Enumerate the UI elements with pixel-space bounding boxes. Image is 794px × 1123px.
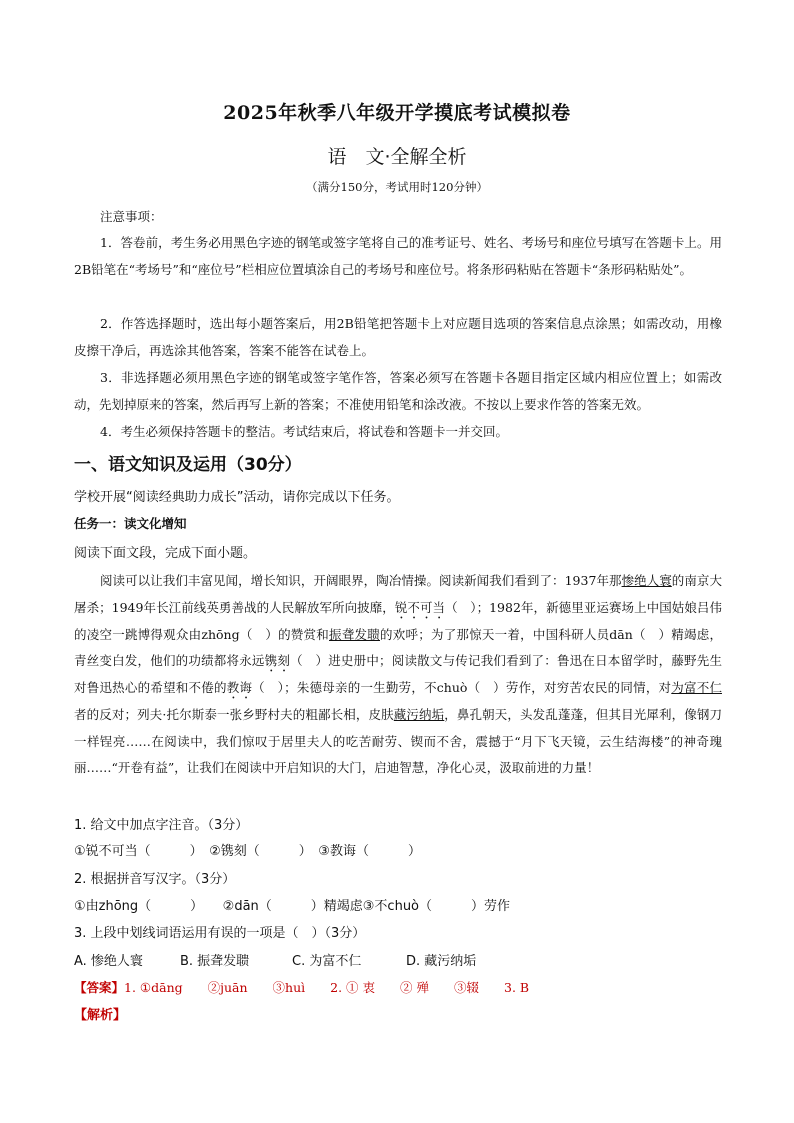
answer-label: 【答案】 [74,980,125,995]
passage-text: （ ）；朱德母亲的一生勤劳，不chuò（ ）劳作，对穷苦农民的同情，对 [252,680,672,695]
question-3-options [74,950,476,969]
passage-text: （ ）；1982年，新德里亚运赛场上中国姑娘吕伟的凌空一跳博得观众由zhōng（ ）的赞赏和 [74,599,722,642]
task-heading: 任务一：读文化增知 [74,516,187,531]
option-a: A. 惨绝人寰 [74,954,143,969]
exam-subtitle: 语 文·全解全析 [327,146,467,168]
question-1-blanks: ①锐不可当（ ） ②镌刻（ ） ③教诲（ ） [74,844,421,859]
question-3: 3. 上段中划线词语运用有误的一项是（ ）（3分） [74,926,366,941]
activity-intro: 学校开展“阅读经典助力成长”活动，请你完成以下任务。 [74,490,400,505]
reading-passage [74,568,722,782]
notice-item-4: 4．考生必须保持答题卡的整洁。考试结束后，将试卷和答题卡一并交回。 [100,424,508,439]
passage-text: （ ）进史册中；阅读散文与传记我们看到了：鲁迅在日本留学时，藤野先生对鲁迅热心的希望和不倦的 [74,653,722,695]
section-heading: 一、语文知识及运用（30分） [74,455,302,475]
question-2-blanks: ①由zhōng（ ） ②dān（ ）精竭虑③不chuò（ ）劳作 [74,899,511,914]
notice-heading: 注意事项： [100,209,163,224]
reading-instruction: 阅读下面文段，完成下面小题。 [74,546,257,561]
passage-text: 的南京大屠杀；1949年长江前线英勇善战的人民解放军所向披靡， [74,573,722,615]
question-2: 2. 根据拼音写汉字。（3分） [74,872,236,887]
passage-text: 者的反对；列夫·托尔斯泰一张乡野村夫的粗鄙长相，皮肤 [74,707,394,722]
underlined-word: 惨绝人寰 [621,573,672,588]
dotted-word: 镌刻 [264,653,291,668]
exam-title: 2025年秋季八年级开学摸底考试模拟卷 [223,102,571,124]
notice-item-2: 2．作答选择题时，选出每小题答案后，用2B铅笔把答题卡上对应题目选项的答案信息点涂黑；如需改动，用橡皮擦干净后，再选涂其他答案，答案不能答在试卷上。 [74,316,722,358]
underlined-word: 振聋发聩 [329,626,380,642]
passage-text: 阅读可以让我们丰富见闻，增长知识，开阔眼界，陶冶情操。阅读新闻我们看到了：1937年那 [100,573,622,588]
dotted-word: 教诲 [226,680,253,695]
question-1: 1. 给文中加点字注音。（3分） [74,818,249,833]
analysis-label: 【解析】 [74,1008,127,1023]
answer-text: 1. ①dāng ②juān ③huì 2. ① 衷 ② 殚 ③辍 3. B [124,980,530,995]
underlined-word: 藏污纳垢 [393,707,445,722]
option-d: D. 藏污纳垢 [406,954,477,969]
notice-item-1: 1．答卷前，考生务必用黑色字迹的钢笔或签字笔将自己的准考证号、姓名、考场号和座位号填写在答题卡上。用2B铅笔在“考场号”和“座位号”栏相应位置填涂自己的考场号和座位号。将条形码粘贴在答题卡“条形码粘贴处”。 [74,235,722,277]
option-b: B. 振聋发聩 [180,954,250,969]
score-note: （满分150分，考试用时120分钟） [306,180,488,194]
dotted-word: 锐不可当 [394,599,446,615]
passage-text: 的欢呼；为了那惊天一着，中国科研人员dān（ ）精竭虑，青丝变白发，他们的功绩都将永远 [74,626,722,668]
passage-text: ，鼻孔朝天，头发乱蓬蓬，但其目光犀利，像钢刀一样锃亮……在阅读中，我们惊叹于居里夫人的吃苦耐劳、锲而不舍，震撼于“月下飞天镜，云生结海楼”的神奇瑰丽……“开卷有益”，让我们在阅读中开启知识的大门，启迪智慧，净化心灵，汲取前进的力量！ [74,707,722,775]
underlined-word: 为富不仁 [671,680,722,695]
notice-item-3: 3．非选择题必须用黑色字迹的钢笔或签字笔作答，答案必须写在答题卡各题目指定区域内相应位置上；如需改动，先划掉原来的答案，然后再写上新的答案；不准使用铅笔和涂改液。不按以上要求作答的答案无效。 [74,370,722,412]
answer-line [74,978,529,996]
option-c: C. 为富不仁 [292,954,362,969]
